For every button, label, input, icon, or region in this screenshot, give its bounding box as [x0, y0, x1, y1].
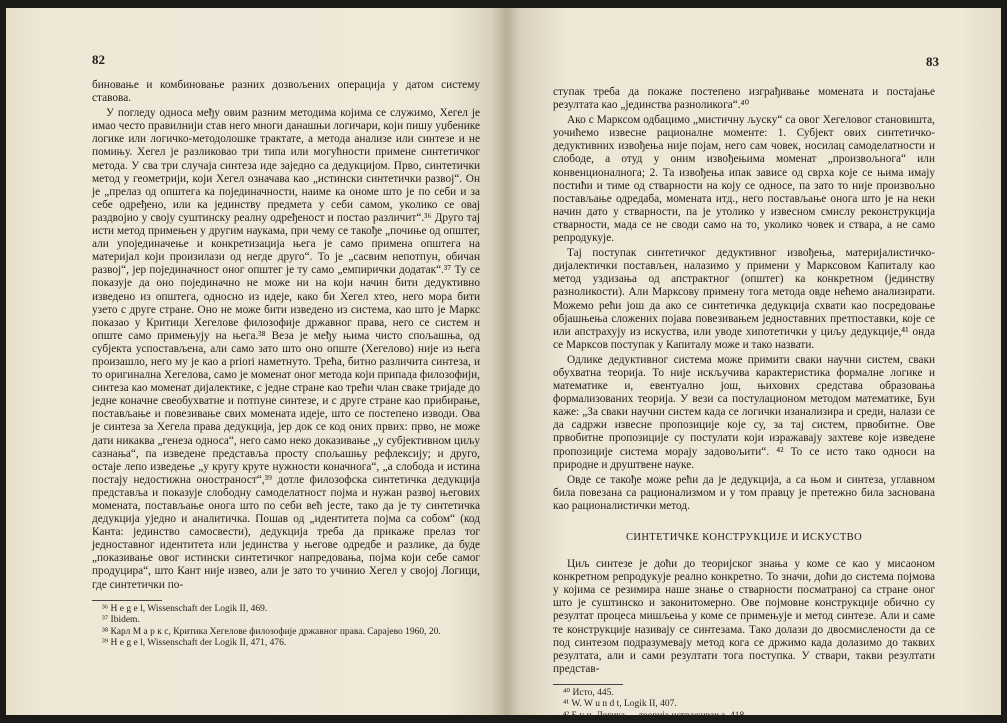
- paragraph: Циљ синтезе је доћи до теоријског знања у коме се као у мисаоном конкретном репродукује реално конкретно. То значи, доћи до система појмова у којима се резимира наше знање о стварности посматраној са стране оног што је суштинско и законитомерно. Ове појмовне конструкције обично су резултат процеса мишљења у коме се примењује и метод синтезе. Али и саме те конструкције називају се синтезама. Тако долази до двосмислености да се под синтезом подразумевају метод кога се држимо када долазимо до таквих резултата, али и сами резултати тога поступка. У ствари, такви резултати представ-: [553, 558, 935, 675]
- footnote: ⁴⁰ Исто, 445.: [563, 687, 614, 698]
- footnote: ³⁸ Карл М а р к с, Критика Хегелове филозофије државног права. Сарајево 1960, 20.: [102, 626, 441, 637]
- footnote: ³⁷ Ibidem.: [102, 615, 140, 626]
- footnotes: [553, 688, 935, 723]
- footnote-divider: [553, 684, 623, 685]
- body-text: [92, 79, 480, 592]
- footnote: ³⁶ H e g e l, Wissenschaft der Logik II, 469.: [102, 603, 268, 614]
- footnote: ³⁹ H e g e l, Wissenschaft der Logik II, 471, 476.: [102, 638, 287, 649]
- footnotes: [92, 604, 480, 650]
- paragraph: биновање и комбиновање разних дозвољених операција у датом систему ставова.: [92, 79, 480, 105]
- left-page: [6, 8, 506, 715]
- paragraph: Ако с Марксом одбацимо „мистичну љуску“ са овог Хегеловог становишта, уочићемо извесне рационалне моменте: 1. Субјект ових синтетичко-дедуктивних извођења није појам, него сам човек, носилац самоделатности и слободе, а отуд у оним извођењима моменат „произвољнога“ или конвенционалнога; 2. Та извођења ипак зависе од сврха које се њима имају постићи и тиме од стварности на коју се односе, па зато то није произвољно постављање одредаба, момената итд., него постављање онога што је на неки начин дато у стварности, па је утолико у извесном смислу реконструкција стварности, мада се не своди само на то, уколико човек и ствара, а не само репродукује.: [553, 114, 935, 245]
- book-spread: [6, 8, 1001, 721]
- footnote: ⁴² Б у и, Логика — теорија истраживања, 418.: [563, 710, 747, 721]
- paragraph: Овде се такође може рећи да је дедукција, а са њом и синтеза, углавном била повезана са рационализмом и у том правцу је претежно била заснована као рационалистички метод.: [553, 473, 935, 512]
- paragraph: У погледу односа међу овим разним методима којима се служимо, Хегел је имао често правилнији став него многи данашњи логичари, који пишу уџбенике логике или логичко-методолошке трактате, а метода анализе или синтезе и не помињу. Хегел је разликовао три типа или могућности примене синтетичког метода. У сва три случаја синтеза иде заједно са дедукцијом. Прво, синтетички метод у геометрији, који Хегел означава као „истински синтетички развој“. Он је „прелаз од општега ка појединачности, наиме ка ономе што је по себи и за себе одређено, или ка јединству предмета у себи самом, уколико се овај раздвојио у своју суштинску реалну одређеност и постао различит“.³⁶ Друго тај исти метод примењен у другим наукама, при чему се такође „почиње од општег, али упојединачење и конкретизација њега је само примена општега на материјал који произилази од негде друго“. То је „сасвим непотпун, обичан развој“, јер појединачност оног општег је ту само „емпирички додатак“.³⁷ Ту се показује да оно појединачно не може ни на који начин бити дедуктивно изведено из општега, односно из идеје, како би Хегел хтео, него мора бити узето с друге стране. Оно не може бити изведено из система, као што је Маркс показао у Критици Хегелове филозофије државног права, него се систем и опште само примењују на њега.³⁸ Веза је међу њима чисто спољашња, од субјекта успостављена, али само зато што оно опште (Хегелово) није из њега произашло, него му је као а priori наметнуто. Трећа, битно различита синтеза, и то оригинална Хегелова, само је моменат оног метода који припада филозофији, синтеза као моменат дијалектике, с једне стране као трећи члан сваке тријаде до једне коначне свеобухватне и потпуне синтезе, и с друге стране као прибирање, постављање и повезивање свих момената идеје, што се постепено изводи. Ова је синтеза за Хегела права дедукција, јер док се код оних првих: прво, не може дати никаква „генеза односа“, него само неко доказивање „у субјективном циљу сазнања“, па изведене представља просту спољашњу рефлексију; и друго, остаје лепо изведење „у кругу круте нужности коначнога“, „а слобода и истина постају недостижна оностраност“,³⁹ дотле филозофска синтетичка дедукција представља и показује слободну самоделатност појма и нужан развој његових момената, постављање онога што по себи већ јесте, тако да је ту синтетичка дедукција уједно и аналитичка. Пошав од „идентитета појма са собом“ (код Канта: јединство самосвести), дедукција треба да прикаже прелаз тог једноставног идентитета или јединства у његове одредбе и разлике, да буде „показивање овог истински синтетичког напредовања, појма који себе самог продуцира“, што Кант није извео, али је зато то учинио Хегел у својој Логици, где синтетички по-: [92, 107, 480, 591]
- paragraph: ступак треба да покаже постепено изграђивање момената и постајање резултата као „јединства разноликога“.⁴⁰: [553, 86, 935, 112]
- footnote: ⁴¹ W. W u n d t, Logik II, 407.: [563, 699, 677, 710]
- paragraph: Тај поступак синтетичког дедуктивног извођења, материјалистичко-дијалектички постављен, налазимо у примени у Марксовом Капиталу као метод уздизања од апстрактног (општег) ка конкретном (јединству разноликости). Али Марксову примену тога метода овде нећемо анализирати. Можемо рећи још да ако се синтетичка дедукција схвати као посредовање објашњења сложених појава повезивањем једноставних претпоставки, које се или апстрахују из искуства, или уводе хипотетички у циљу дедукције,⁴¹ онда се Марксов поступак у Капиталу може и тако назвати.: [553, 247, 935, 351]
- page-number: 83: [926, 54, 939, 69]
- body-text: [553, 86, 935, 676]
- right-page: [506, 8, 1001, 721]
- footnote-divider: [92, 600, 162, 601]
- paragraph: Одлике дедуктивног система може примити сваки научни систем, сваки обухватна теорија. То није искључива карактеристика формалне логике и математике и, евентуално још, њихових средстава образовања формализованих теорија. У вези са постулационом методом математике, Буи каже: „За сваки научни систем када се логички изанализира и среди, налази се да садржи извесне пропозиције које су, за тај систем, првобитне. Ове првобитне пропозиције су постулати који изражавају захтеве које изведене пропозиције система морају задовољити“. ⁴² То се исто тако односи на природне и друштвене науке.: [553, 353, 935, 471]
- section-heading: СИНТЕТИЧКЕ КОНСТРУКЦИЈЕ И ИСКУСТВО: [625, 532, 863, 543]
- page-number: 82: [92, 52, 105, 67]
